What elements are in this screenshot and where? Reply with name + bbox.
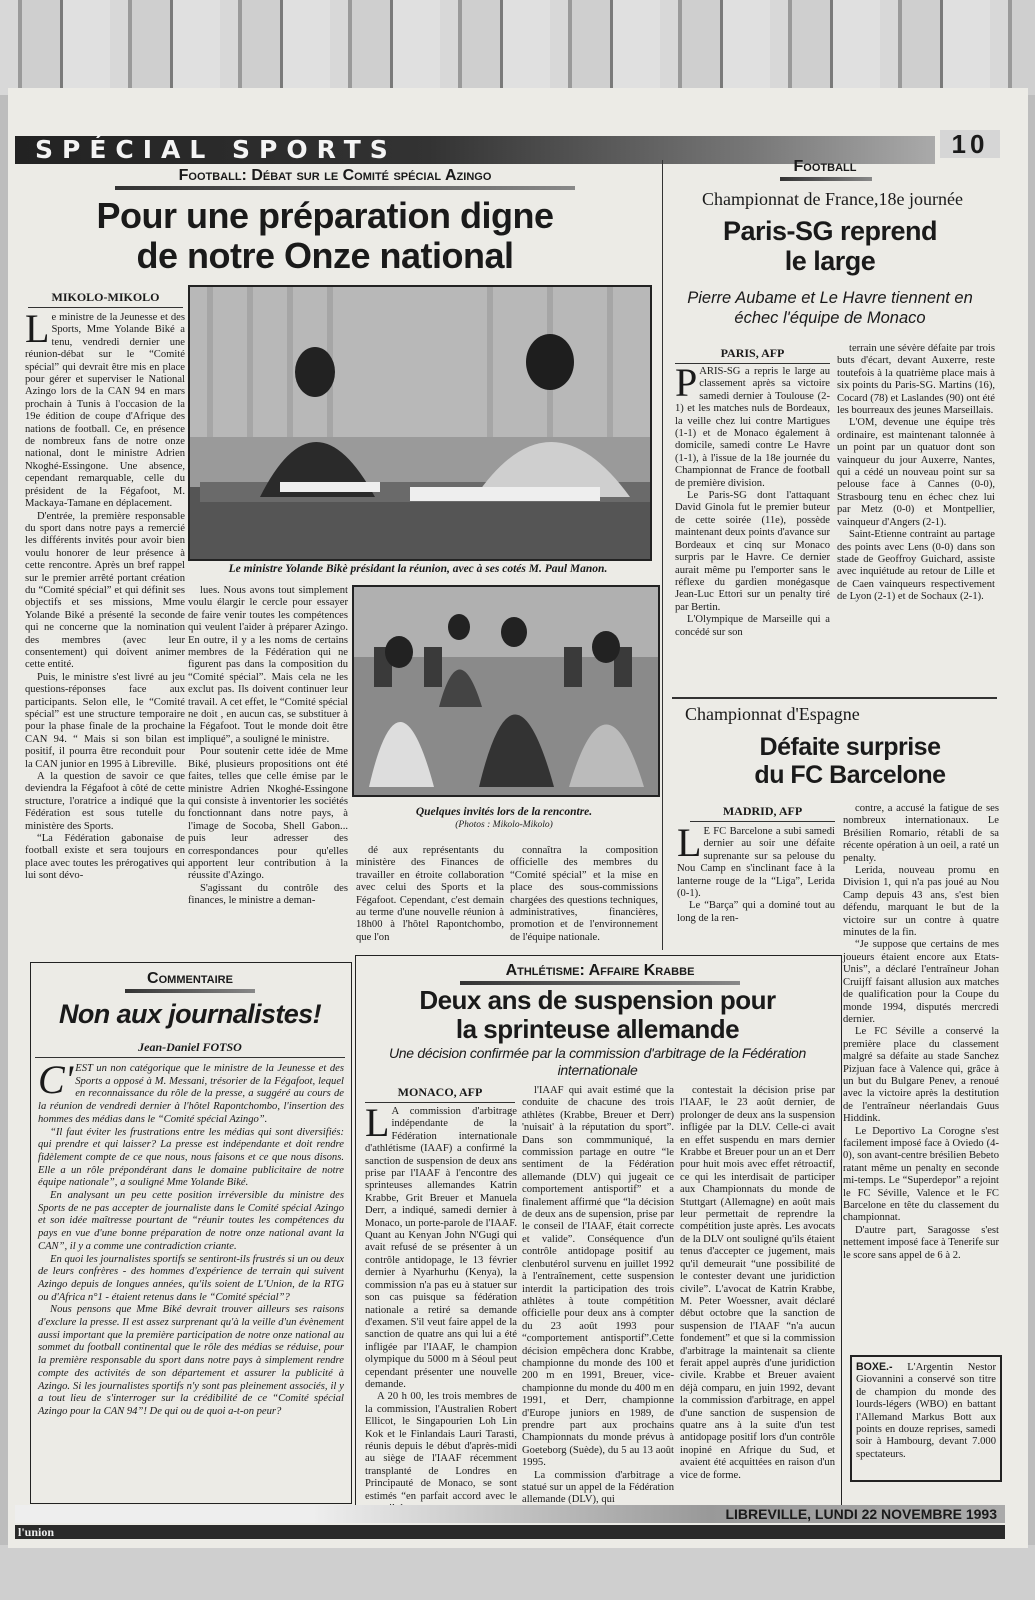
boxe-label: BOXE.- — [856, 1361, 893, 1373]
paragraph: Le Deportivo La Corogne s'est facilement imposé face à Oviedo (4-0), son avant-centre brésilien Bebeto ratant même un penalty en seconde mi-temps. Le “Superdepor” a rejoint le FC Séville, Valence et le FC Barcelone en tête du classement du championnat. — [843, 1125, 999, 1224]
headline-france — [665, 216, 995, 276]
paragraph: Nous pensons que Mme Biké devrait trouver ailleurs ses raisons d'exclure la presse. Il est assez surprenant qu'à la veille d'un évènement aussi important que la première participation de notre onze national au sommet du football continental que le rôle des médias se réduise, pour la première responsable du sport dans notre pays à simplement rendre compte des activités de son département et assurer la publicité à Azingo. Si les journalistes sportifs n'y sont pas pleinement associés, il y a tout lieu de s'interroger sur la crédibilité de ce “Comité spécial Azingo pour la CAN 94”! De qui ou de quoi a-t-on peur? — [38, 1304, 344, 1417]
byline-espagne: MADRID, AFP — [690, 804, 835, 822]
section-underline — [125, 989, 255, 993]
paragraph: “Il faut éviter les frustrations entre les médias qui sont diversifiés: qui prendre et qui laisser? La presse est indépendante et doit rendre fidèlement compte de ce que nous, nous faisons et ce que nous disons. Elle a un rôle prépondérant dans le domaine publicitaire de notre équipe nationale”, a souligné Mme Yolande Biké. — [38, 1126, 344, 1189]
headline-line: le large — [784, 246, 876, 276]
headline-line: Paris-SG reprend — [722, 216, 938, 246]
paragraph: Puis, le ministre s'est livré au jeu questions-réponses face aux participants. Selon elle, le “Comité spécial” est une structure temporaire pour la phase finale de la prochaine CAN 94. “ Mais si son bilan est positif, il pourra être reconduit pour la CAN junior en 1995 à Libreville. — [25, 671, 185, 770]
footer-bar — [15, 1505, 1005, 1523]
photo-caption: Le ministre Yolande Bikè présidant la réunion, avec à ses cotés M. Paul Manon. — [228, 563, 608, 575]
section-divider — [672, 697, 997, 699]
paragraph: LA commission d'arbitrage indépendante de la Fédération internationale d'athlétisme (IAAF) a confirmé la sanction de suspension de deux ans prise par l'IAAF à l'encontre des sprinteuses allemandes Katrin Krabbe, Grit Breuer et Manuela Derr, a indiqué, samedi dernier à Monaco, un porte-parole de l'IAAF. Quant au Kenyan John N'Gugi qui avait refusé de se présenter à un contrôle antidopage, le 13 février dernier à Nyarhurhu (Kenya), la commission n'a pas eu à statuer sur son cas puisque sa fédération nationale a retiré sa demande d'examen. S'il veut faire appel de la sanction de quatre ans qui lui a été infligée par l'IAAF, le champion olympique du 5000 m à Séoul peut cependant présenter une nouvelle demande. — [365, 1100, 517, 1390]
article-column — [38, 1057, 344, 1498]
paragraph: En quoi les journalistes sportifs se sentiront-ils frustrés si un ou deux de leurs confrères - des hommes d'expérience de terrain qui suivent Azingo depuis de longues années, qu'ils soient de L'Union, de la RTG ou d'Africa n°1 - étaient retenus dans le “Comité spécial”? — [38, 1253, 344, 1303]
headline-line: la sprinteuse allemande — [455, 1014, 740, 1044]
paragraph: connaîtra la composition officielle des membres du “Comité spécial” et la mise en place des sous-commissions chargées des questions techniques, administratives, financières, promotion et de l'environnement de l'équipe nationale. — [510, 845, 658, 943]
headline-commentaire: Non aux journalistes! — [59, 999, 321, 1029]
wall-background — [0, 0, 1035, 95]
byline-azingo: MIKOLO-MIKOLO — [28, 290, 183, 308]
boxe-text: L'Argentin Nestor Giovannini a conservé son titre de champion du monde des lourds-légers (WBO) en battant l'Allemand Markus Bott aux points en douze reprises, samedi soir à Hambourg, devant 7.000 spectateurs. — [856, 1362, 996, 1460]
headline-line: du FC Barcelone — [754, 761, 946, 789]
article-column — [510, 845, 658, 953]
paragraph: Saint-Etienne contraint au partage des points avec Lens (0-0) dans son stade de Geoffroy Guichard, assiste avec inquiétude au retour de Lille et de Caen vainqueurs respectivement de Lyon (2-1) et de Sochaux (2-1). — [837, 529, 995, 603]
article-column — [188, 585, 348, 953]
subhead-france: Pierre Aubame et Le Havre tiennent en échec l'équipe de Monaco — [687, 289, 973, 327]
section-underline — [780, 177, 872, 181]
section-label-azingo: Football: Débat sur le Comité spécial Azingo — [178, 167, 492, 184]
paragraph: terrain une sévère défaite par trois buts d'écart, devant Auxerre, reste toutefois à la quatrième place mais à six points du Paris-SG. Martins (16), Cocard (78) et Laslandes (90) ont été les bourreaux des jeunes Marseillais. — [837, 343, 995, 417]
headline-line: Pour une préparation digne — [96, 195, 554, 236]
paragraph: Le FC Séville a conservé la première place du classement malgré sa défaite au stade Sanchez Pizjuan face à Valence qui, grâce à un but du Bulgare Penev, a renoué avec la victoire après la destitution de l'entraîneur néerlandais Guus Hiddink. — [843, 1026, 999, 1125]
photo-credit: (Photos : Mikolo-Mikolo) — [455, 820, 553, 830]
headline-athletisme — [360, 986, 835, 1044]
paragraph: Pour soutenir cette idée de Mme Biké, plusieurs propositions ont été faites, telles que celle émise par le ministre Adrien Nkoghé-Essingone qui consiste à inventorier les sociétés fonctionnant dans notre pays, à l'image de Socoba, Shell Gabon... puis leur adresser des correspondances pour qu'elles apportent leur contribution à la réussite d'Azingo. — [188, 746, 348, 882]
photo-caption: Quelques invités lors de la rencontre. — [415, 806, 593, 818]
paragraph: S'agissant du contrôle des finances, le ministre a deman- — [188, 882, 348, 907]
headline-espagne — [700, 733, 1000, 789]
byline-commentaire: Jean-Daniel FOTSO — [35, 1040, 345, 1058]
article-column — [843, 803, 999, 1348]
article-column — [675, 360, 830, 691]
paragraph: A la question de savoir ce que deviendra la Fégafoot à côté de cette structure, l'oratrice a indiqué que la Fédération est sous tutelle du ministère des Sports. — [25, 771, 185, 832]
kicker-espagne: Championnat d'Espagne — [685, 704, 860, 724]
paragraph: lues. Nous avons tout simplement voulu élargir le cercle pour essayer de faire venir toutes les compétences qui veulent l'aider à préparer Azingo. En outre, il y a les noms de certains membres de la Fédération qui ne figurent pas dans la composition du “Comité spécial”. Mais cela ne les exclut pas. Ils doivent continuer leur travail. A cet effet, le “Comité spécial ne doit , en aucun cas, se substituer à la Fégafoot. Tout le monde doit être impliqué”, a souligné le ministre. — [188, 585, 348, 745]
photo-minister-meeting — [188, 285, 652, 561]
article-column — [677, 820, 835, 956]
footer-paper-name: l'union — [18, 1525, 55, 1539]
article-column — [522, 1085, 674, 1506]
paragraph: Le ministre de la Jeunesse et des Sports, Mme Yolande Biké a tenu, vendredi dernier une réunion-débat sur le “Comité spécial” qui devrait être mis en place pour gérer et superviser le National Azingo lors de la CAN 94 en mars prochain à Tunis à l'occasion de la 19e édition de coupe d'Afrique des nations de football. Ce, en présence de nombreux fans de notre onze national, dont le ministre Adrien Nkoghé-Essingone. Une absence, cependant remarquable, celle du président de la Fégafoot, M. Mackaya-Tamane en déplacement. — [25, 306, 185, 510]
column-divider — [662, 160, 663, 950]
paragraph: “Je suppose que certains de mes joueurs étaient encore aux Etats-Unis”, a déclaré l'entraîneur Johan Cruijff faisant allusion aux matches de qualification pour la Coupe du monde 1994, disputés mercredi dernier. — [843, 939, 999, 1025]
kicker-france: Championnat de France,18e journée — [702, 189, 963, 209]
paragraph: Lerida, nouveau promu en Division 1, qui n'a pas joué au Nou Camp depuis 43 ans, s'est bien défendu, marquant le but de la victoire sur un contre à quatre minutes de la fin. — [843, 865, 999, 939]
banner-title: SPÉCIAL SPORTS — [35, 135, 397, 164]
paragraph: LE FC Barcelone a subi samedi dernier au soir une défaite suprenante sur sa pelouse du Nou Camp en s'inclinant face à la lanterne rouge de la “Liga”, Lerida (0-1). — [677, 820, 835, 900]
paragraph: A 20 h 00, les trois membres de la commission, l'Australien Robert Ellicot, le Singapourien Loh Lin Kok et le Finlandais Lauri Tarasti, réunis depuis le début d'après-midi au siège de l'IAAF récemment transplanté de Londres en Principauté de Monaco, se sont estimés “en parfait accord avec le — [365, 1391, 517, 1502]
paragraph: C'EST un non catégorique que le ministre de la Jeunesse et des Sports a opposé à M. Messani, trésorier de la Fégafoot, lequel en reconnaissance du rôle de la presse, a suggéré au cours de la réunion de vendredi dernier à l'hôtel Rapontchombo, l'insertion des hommes des médias dans le “Comité spécial Azingo”. — [38, 1057, 344, 1125]
article-column — [365, 1100, 517, 1502]
paragraph: L'Olympique de Marseille qui a concédé sur son — [675, 614, 830, 638]
photo-guests — [352, 585, 660, 797]
paragraph: En analysant un peu cette position irréversible du ministre des Sports de ne pas accepter de journaliste dans le Comité spécial Azingo et son idée maîtresse pourtant de “réunir toutes les compétences du pays en vue d'une bonne préparation de notre onze national avant la CAN”, il y a comme une contradiction criante. — [38, 1190, 344, 1252]
paragraph: Le Paris-SG dont l'attaquant David Ginola fut le premier buteur de cette soirée (11e), possède maintenant deux points d'avance sur Bordeaux et cinq sur Monaco surpris par le Havre. Ce dernier aurait même pu l'emporter sans le réflexe du gardien monégasque Jean-Luc Ettori sur un penalty tiré par Bertin. — [675, 490, 830, 613]
wall-background-bottom — [0, 1545, 1035, 1600]
section-label-athletisme: Athlétisme: Affaire Krabbe — [505, 962, 695, 979]
paragraph: D'entrée, la première responsable du sport dans notre pays a remercié les différents invités pour avoir bien voulu honorer de leur présence à cette rencontre. Après un bref rappel sur le premier arrêté portant création du “Comité spécial” et qui définit ses objectifs et ses missions, Mme Yolande Biké a présenté la seconde qui ne concerne que la nomination des membres (avec leur consentement) qui doivent animer cette entité. — [25, 510, 185, 671]
paragraph: contre, a accusé la fatigue de ses nombreux internationaux. Le Brésilien Romario, rétabli de sa récente opération à un oeil, a raté un penalty. — [843, 803, 999, 864]
paragraph: L'OM, devenue une équipe très ordinaire, est maintenant talonnée à un point par un quatuor dont son vainqueur du jour Auxerre, Nantes, qui a cédé un nouveau point sur sa pelouse face à Cannes (0-0), Strasbourg tenu en échec chez lui par Metz (0-0) et Montpellier, vainqueur d'Angers (2-1). — [837, 417, 995, 528]
paragraph: La commission d'arbitrage a statué sur un appel de la Fédération allemande (DLV), qui — [522, 1469, 674, 1506]
article-column — [25, 306, 185, 952]
paragraph: contestait la décision prise par l'IAAF, le 23 août dernier, de prolonger de deux ans la suspension infligée par la DLV. Celle-ci avait en effet suspendu en mars dernier Krabbe et Breuer pour un an et Derr pour huit mois avec effet rétroactif, ce qui les interdisait de participer aux Championnats du monde de Stuttgart (Allemagne) en août mais leur permettait de reprendre la compétition juste après. Les avocats de la DLV ont souligné qu'ils étaient tenus d'accepter ce jugement, mais qu'il demeurait “une possibilité de le contester devant une juridiction civile”. L'avocat de Katrin Krabbe, M. Peter Woessner, avait déclaré début octobre que la sanction de suspension de l'IAAF “n'a aucun fondement” et que si la commission d'arbitrage la maintenait sa cliente ferait appel auprès d'une juridiction civile. Krabbe et Breuer avaient déjà comparu, en juin 1992, devant la commission d'arbitrage, en appel d'une sanction de suspension de quatre ans à la suite d'un test antidopage positif lors d'un contrôle inopiné en Afrique du Sud, et avaient été acquittées en raison d'un vice de forme. — [680, 1085, 835, 1481]
footer-date: LIBREVILLE, LUNDI 22 NOVEMBRE 1993 — [725, 1506, 997, 1522]
paragraph: D'autre part, Saragosse s'est nettement imposé face à Tenerife sur le score sans appel de 6 à 2. — [843, 1224, 999, 1261]
byline-athletisme: MONACO, AFP — [365, 1085, 515, 1103]
subhead-athletisme: Une décision confirmée par la commission d'arbitrage de la Fédération internationale — [389, 1045, 806, 1078]
headline-line: de notre Onze national — [136, 235, 514, 276]
footer-bar-dark — [15, 1525, 1005, 1539]
section-label-commentaire: Commentaire — [147, 970, 233, 987]
paragraph: “La Fédération gabonaise de football existe et sera toujours en place avec toutes les prérogatives qui lui sont dévo- — [25, 833, 185, 882]
article-column — [680, 1085, 835, 1500]
headline-line: Défaite surprise — [759, 733, 941, 761]
headline-line: Deux ans de suspension pour — [419, 985, 776, 1015]
paragraph: PARIS-SG a repris le large au classement après sa victoire samedi dernier à Toulouse (2-1) et les matches nuls de Bordeaux, la veille chez lui contre Martigues (1-1) et de Monaco également à domicile, samedi contre Le Havre (1-1), à l'issue de la 18e journée du Championnat de France de football de première division. — [675, 360, 830, 489]
section-label-football: Football — [793, 158, 857, 175]
headline-azingo — [40, 196, 610, 276]
byline-france: PARIS, AFP — [675, 346, 830, 364]
paragraph: Le “Barça” qui a dominé tout au long de la ren- — [677, 900, 835, 924]
boxe-brief — [850, 1355, 1002, 1482]
article-column — [356, 845, 504, 953]
paragraph: dé aux représentants du ministère des Finances de travailler en étroite collaboration avec celui des Sports et la Fégafoot. Cependant, c'est demain au terme d'une nouvelle réunion à 18h00 à l'hôtel Rapontchombo, que l'on — [356, 845, 504, 943]
section-underline — [115, 186, 575, 190]
page-number: 10 — [940, 130, 1000, 158]
paragraph: l'IAAF qui avait estimé que la conduite de chacune des trois athlètes (Krabbe, Breuer et Derr) 'nuisait' à la réputation du sport”. Dans son commmuniqué, la commission partage en outre “le sentiment de la Fédération allemande (DLV) qui jugeait ce comportement antisportif” et a finalement affirmé que “la décision de deux ans de supension, prise par le conseil de l'IAAF, était correcte et valide”. Conséquence d'un contrôle antidopage positif au clenbutérol survenu en juillet 1992 à l'entraînement, cette suspension interdit la participation des trois athlètes à toute compétition officielle pour deux ans à compter du 23 août 1993 pour “comportement antisportif”.Cette décision empêchera donc Krabbe, championne du monde des 100 et 200 m en 1991, Breuer, vice-championne du monde du 400 m en 1991, et Derr, championne d'Europe juniors en 1989, de prendre part aux prochains Championnats du monde prévus à Goeteborg (Suède), du 5 au 13 août 1995. — [522, 1085, 674, 1469]
article-column — [837, 343, 995, 691]
